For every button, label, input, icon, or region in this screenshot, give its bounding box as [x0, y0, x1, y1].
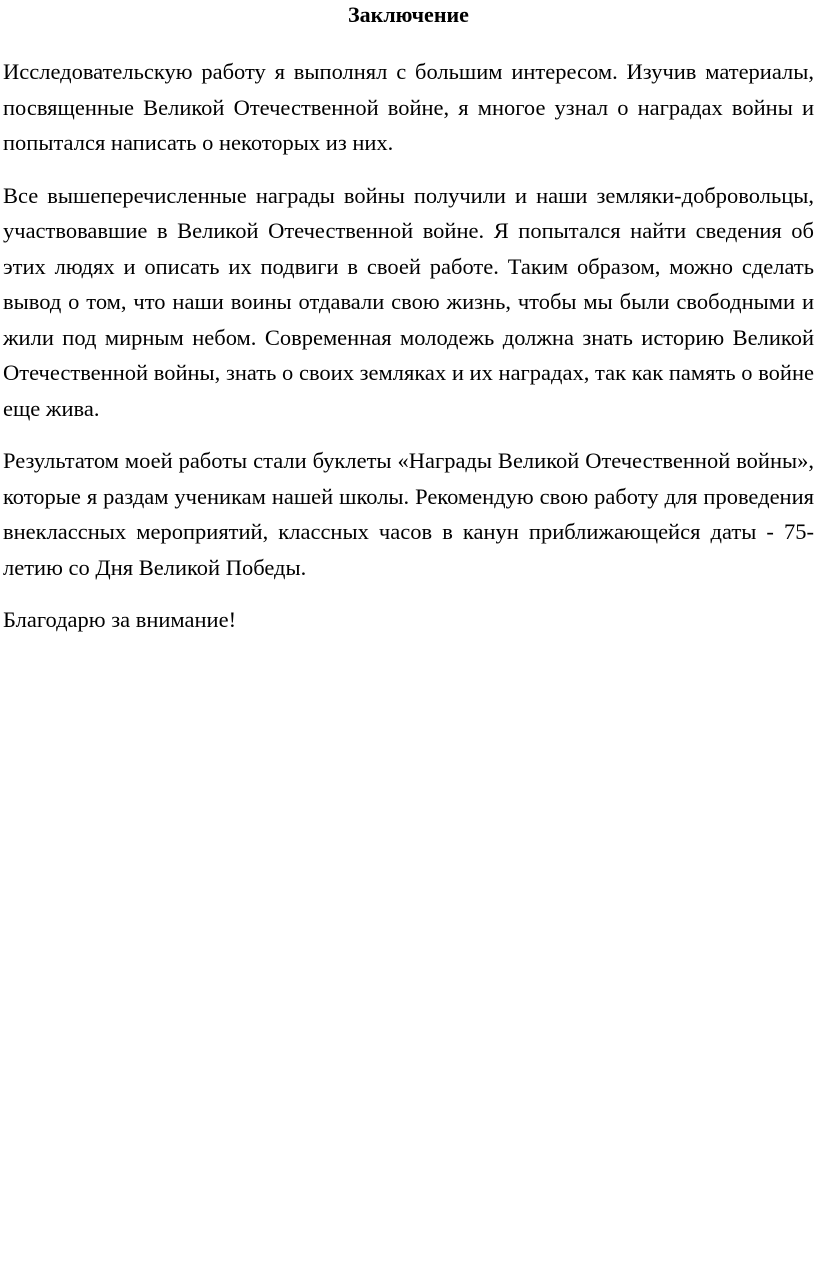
paragraph-countrymen-awards: Все вышеперечисленные награды войны получили и наши земляки-добровольцы, участвовавшие в Великой Отечественной войне. Я попытался найти сведения об этих людях и описать их подвиги в своей работе. Таким образом, можно сделать вывод о том, что наши воины отдавали свою жизнь, чтобы мы были свободными и жили под мирным небом. Современная молодежь должна знать историю Великой Отечественной войны, знать о своих земляках и их наградах, так как память о войне еще жива. — [3, 182, 814, 421]
paragraph-thanks: Благодарю за внимание! — [3, 607, 237, 632]
paragraph-booklets-result: Результатом моей работы стали буклеты «Награды Великой Отечественной войны», которые я раздам ученикам нашей школы. Рекомендую свою работу для проведения внеклассных мероприятий, классных часов в канун приближающейся даты - 75-летию со Дня Великой Победы. — [3, 448, 814, 580]
page-title: Заключение — [348, 2, 469, 27]
paragraph-research-interest: Исследовательскую работу я выполнял с большим интересом. Изучив материалы, посвященные Великой Отечественной войне, я многое узнал о наградах войны и попытался написать о некоторых из них. — [3, 59, 814, 155]
